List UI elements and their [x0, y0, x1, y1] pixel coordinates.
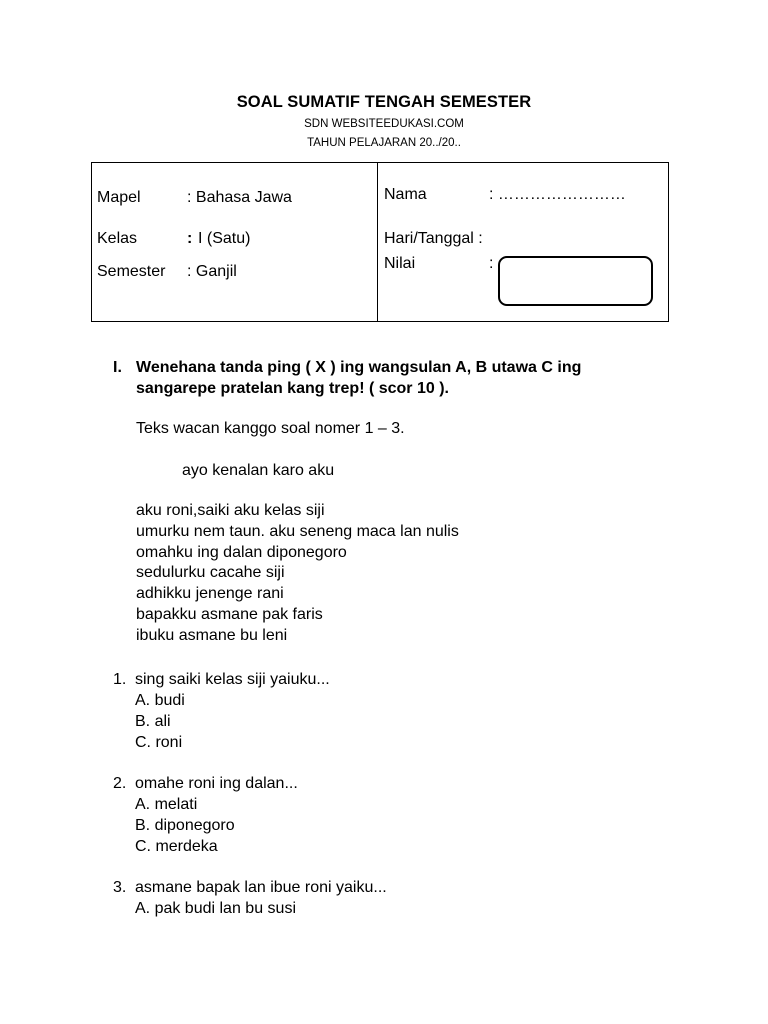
passage-line: ibuku asmane bu leni [136, 626, 288, 644]
semester-label: Semester [97, 263, 166, 280]
reading-passage [136, 501, 459, 647]
option-a[interactable]: A. pak budi lan bu susi [135, 900, 296, 917]
reading-intro: Teks wacan kanggo soal nomer 1 – 3. [136, 420, 405, 437]
score-box [498, 256, 653, 306]
mapel-value: : Bahasa Jawa [187, 189, 292, 206]
nama-label: Nama [384, 186, 427, 203]
option-b[interactable]: B. diponegoro [135, 817, 235, 834]
option-b[interactable]: B. ali [135, 713, 171, 730]
passage-line: sedulurku cacahe siji [136, 564, 285, 582]
reading-title: ayo kenalan karo aku [182, 462, 335, 479]
nilai-label: Nilai [384, 255, 416, 272]
question-number: 2. [113, 775, 127, 792]
passage-line: adhikku jenenge rani [136, 585, 284, 603]
school-name: SDN WEBSITEEDUKASI.COM [304, 118, 464, 130]
question-number: 1. [113, 671, 127, 688]
passage-line: aku roni,saiki aku kelas siji [136, 502, 325, 519]
semester-value: : Ganjil [187, 263, 237, 280]
kelas-colon: : [187, 230, 193, 247]
info-divider [377, 163, 378, 321]
section-number: I. [113, 359, 122, 376]
kelas-label: Kelas [97, 230, 138, 247]
option-a[interactable]: A. melati [135, 796, 198, 813]
instruction-text: Wenehana tanda ping ( X ) ing wangsulan A, B utawa C ing sangarepe pratelan kang trep! ( scor 10 ). [136, 359, 582, 397]
page-title: SOAL SUMATIF TENGAH SEMESTER [236, 93, 532, 111]
nilai-colon: : [489, 255, 494, 272]
option-a[interactable]: A. budi [135, 692, 185, 709]
passage-line: umurku nem taun. aku seneng maca lan nulis [136, 522, 459, 540]
passage-line: omahku ing dalan diponegoro [136, 543, 347, 561]
option-c[interactable]: C. merdeka [135, 838, 218, 855]
info-box [91, 162, 669, 322]
question-options [135, 794, 235, 857]
question-text: omahe roni ing dalan... [135, 775, 298, 792]
kelas-value: I (Satu) [198, 230, 251, 247]
nama-value: : …………………… [489, 186, 626, 203]
mapel-label: Mapel [97, 189, 141, 206]
option-c[interactable]: C. roni [135, 734, 183, 751]
question-options [135, 898, 296, 919]
question-options [135, 690, 185, 753]
hari-tanggal-label: Hari/Tanggal : [384, 230, 483, 247]
question-number: 3. [113, 879, 127, 896]
question-text: asmane bapak lan ibue roni yaiku... [135, 879, 387, 896]
passage-line: bapakku asmane pak faris [136, 605, 323, 623]
academic-year: TAHUN PELAJARAN 20../20.. [307, 137, 461, 149]
question-text: sing saiki kelas siji yaiuku... [135, 671, 330, 688]
